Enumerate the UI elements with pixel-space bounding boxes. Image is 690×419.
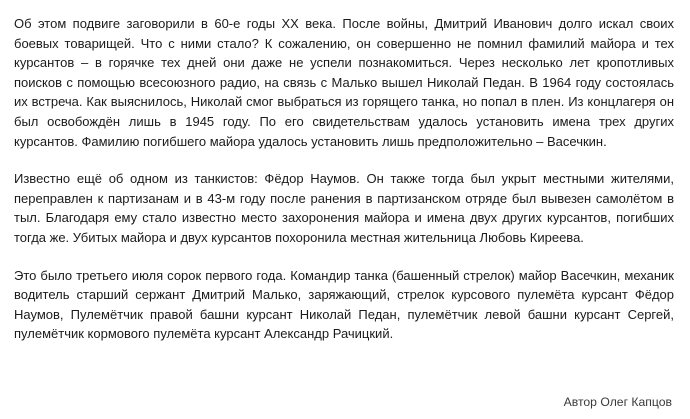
paragraph-3: Это было третьего июля сорок первого года. Командир танка (башенный стрелок) майор Васечкин, механик водитель старший сержант Дмитрий Малько, заряжающий, стрелок курсового пулемёта курсант Фёдор Наумов, Пулемётчик правой башни курсант Николай Педан, пулемётчик левой башни курсант Сергей, пулемётчик кормового пулемёта курсант Александр Рачицкий. (14, 267, 674, 342)
paragraph-1: Об этом подвиге заговорили в 60-е годы XX века. После войны, Дмитрий Иванович долго искал своих боевых товарищей. Что с ними стало? К сожалению, он совершенно не помнил фамилий майора и тех курсантов – в горячке тех дней они даже не успели познакомиться. Через несколько лет кропотливых поисков с помощью всесоюзного радио, на связь с Малько вышел Николай Педан. В 1964 году состоялась их встреча. Как выяснилось, Николай смог выбраться из горящего танка, но попал в плен. Из концлагеря он был освобождён лишь в 1945 году. По его свидетельствам удалось установить имена трех других курсантов. Фамилию погибшего майора удалось установить лишь предположительно – Васечкин. (14, 16, 674, 149)
paragraph-2: Известно ещё об одном из танкистов: Фёдор Наумов. Он также тогда был укрыт местными жителями, переправлен к партизанам и в 43-м году после ранения в партизанском отряде был вывезен самолётом в тыл. Благодаря ему стало известно место захоронения майора и имена двух других курсантов, погибших тогда же. Убитых майора и двух курсантов похоронила местная жительница Любовь Киреева. (14, 171, 674, 245)
author-signature: Автор Олег Капцов (563, 395, 672, 409)
